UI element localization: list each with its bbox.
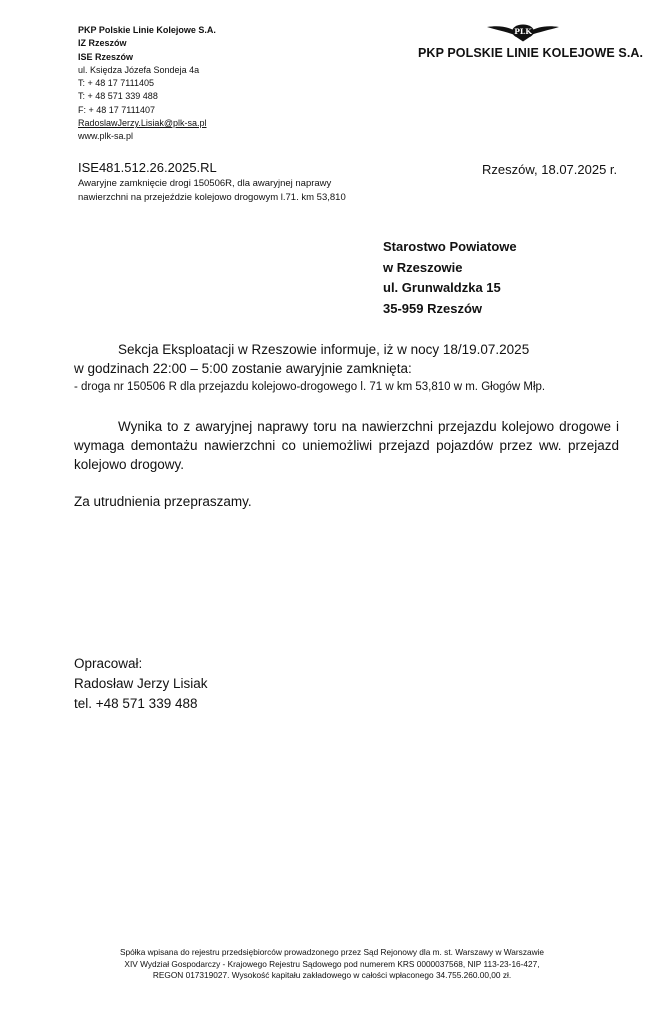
footer-line-1: Spółka wpisana do rejestru przedsiębiorców prowadzonego przez Sąd Rejonowy dla m. st. Warszawy w Warszawie (119, 947, 545, 957)
recipient-city: w Rzeszowie (383, 259, 463, 275)
recipient-address-block (383, 237, 517, 319)
emblem-text: PLK (514, 27, 532, 37)
letter-date: Rzeszów, 18.07.2025 r. (482, 162, 618, 177)
sender-address-block (78, 24, 216, 144)
body-paragraph-intro: Sekcja Eksploatacji w Rzeszowie informuje, iż w nocy 18/19.07.2025 (118, 342, 530, 357)
footer-line-3: REGON 017319027. Wysokość kapitału zakładowego w całości wpłaconego 34.755.260.00,00 zł. (152, 970, 512, 980)
sender-website-link[interactable]: www.plk-sa.pl (78, 131, 134, 142)
sender-section: ISE Rzeszów (78, 51, 134, 62)
sender-email-link[interactable]: RadoslawJerzy.Lisiak@plk-sa.pl (78, 118, 207, 129)
body-apology: Za utrudnienia przepraszamy. (74, 494, 252, 509)
sender-phone-2: T: + 48 571 339 488 (78, 91, 158, 102)
reference-number: ISE481.512.26.2025.RL (78, 160, 217, 175)
company-logo (418, 22, 644, 60)
sender-unit: IZ Rzeszów (78, 38, 127, 49)
reference-subject: Awaryjne zamknięcie drogi 150506R, dla awaryjnej naprawy nawierzchni na przejeździe kolejowo drogowym l.71. km 53,810 (78, 178, 346, 203)
signature-phone: tel. +48 571 339 488 (74, 696, 198, 711)
signature-name: Radosław Jerzy Lisiak (74, 676, 208, 691)
sender-street: ul. Księdza Józefa Sondeja 4a (78, 64, 200, 75)
sender-company: PKP Polskie Linie Kolejowe S.A. (78, 25, 216, 35)
logo-company-name: PKP POLSKIE LINIE KOLEJOWE S.A. (418, 46, 644, 60)
recipient-postcode: 35-959 Rzeszów (383, 300, 482, 316)
sender-fax: F: + 48 17 7111407 (78, 104, 155, 115)
body-paragraph-hours: w godzinach 22:00 – 5:00 zostanie awaryjnie zamknięta: (74, 361, 412, 376)
footer-line-2: XIV Wydział Gospodarczy - Krajowego Rejestru Sądowego pod numerem KRS 0000037568, NIP 113-23-16-427, (124, 958, 540, 969)
sender-phone-1: T: + 48 17 7111405 (78, 78, 154, 89)
legal-footer (66, 947, 598, 982)
letter-body (74, 340, 619, 511)
signature-label: Opracował: (74, 656, 143, 671)
recipient-name: Starostwo Powiatowe (383, 239, 517, 254)
reference-block (78, 160, 368, 205)
body-paragraph-reason: Wynika to z awaryjnej naprawy toru na nawierzchni przejazdu kolejowo drogowe i wymaga demontażu nawierzchni co uniemożliwi przejazd pojazdów przez ww. przejazd kolejowo drogowy. (74, 419, 619, 472)
body-closure-item: - droga nr 150506 R dla przejazdu kolejowo-drogowego l. 71 w km 53,810 w m. Głogów Młp. (74, 381, 546, 393)
winged-emblem-icon (483, 22, 563, 42)
recipient-street: ul. Grunwaldzka 15 (383, 280, 501, 295)
signature-block (74, 654, 208, 714)
